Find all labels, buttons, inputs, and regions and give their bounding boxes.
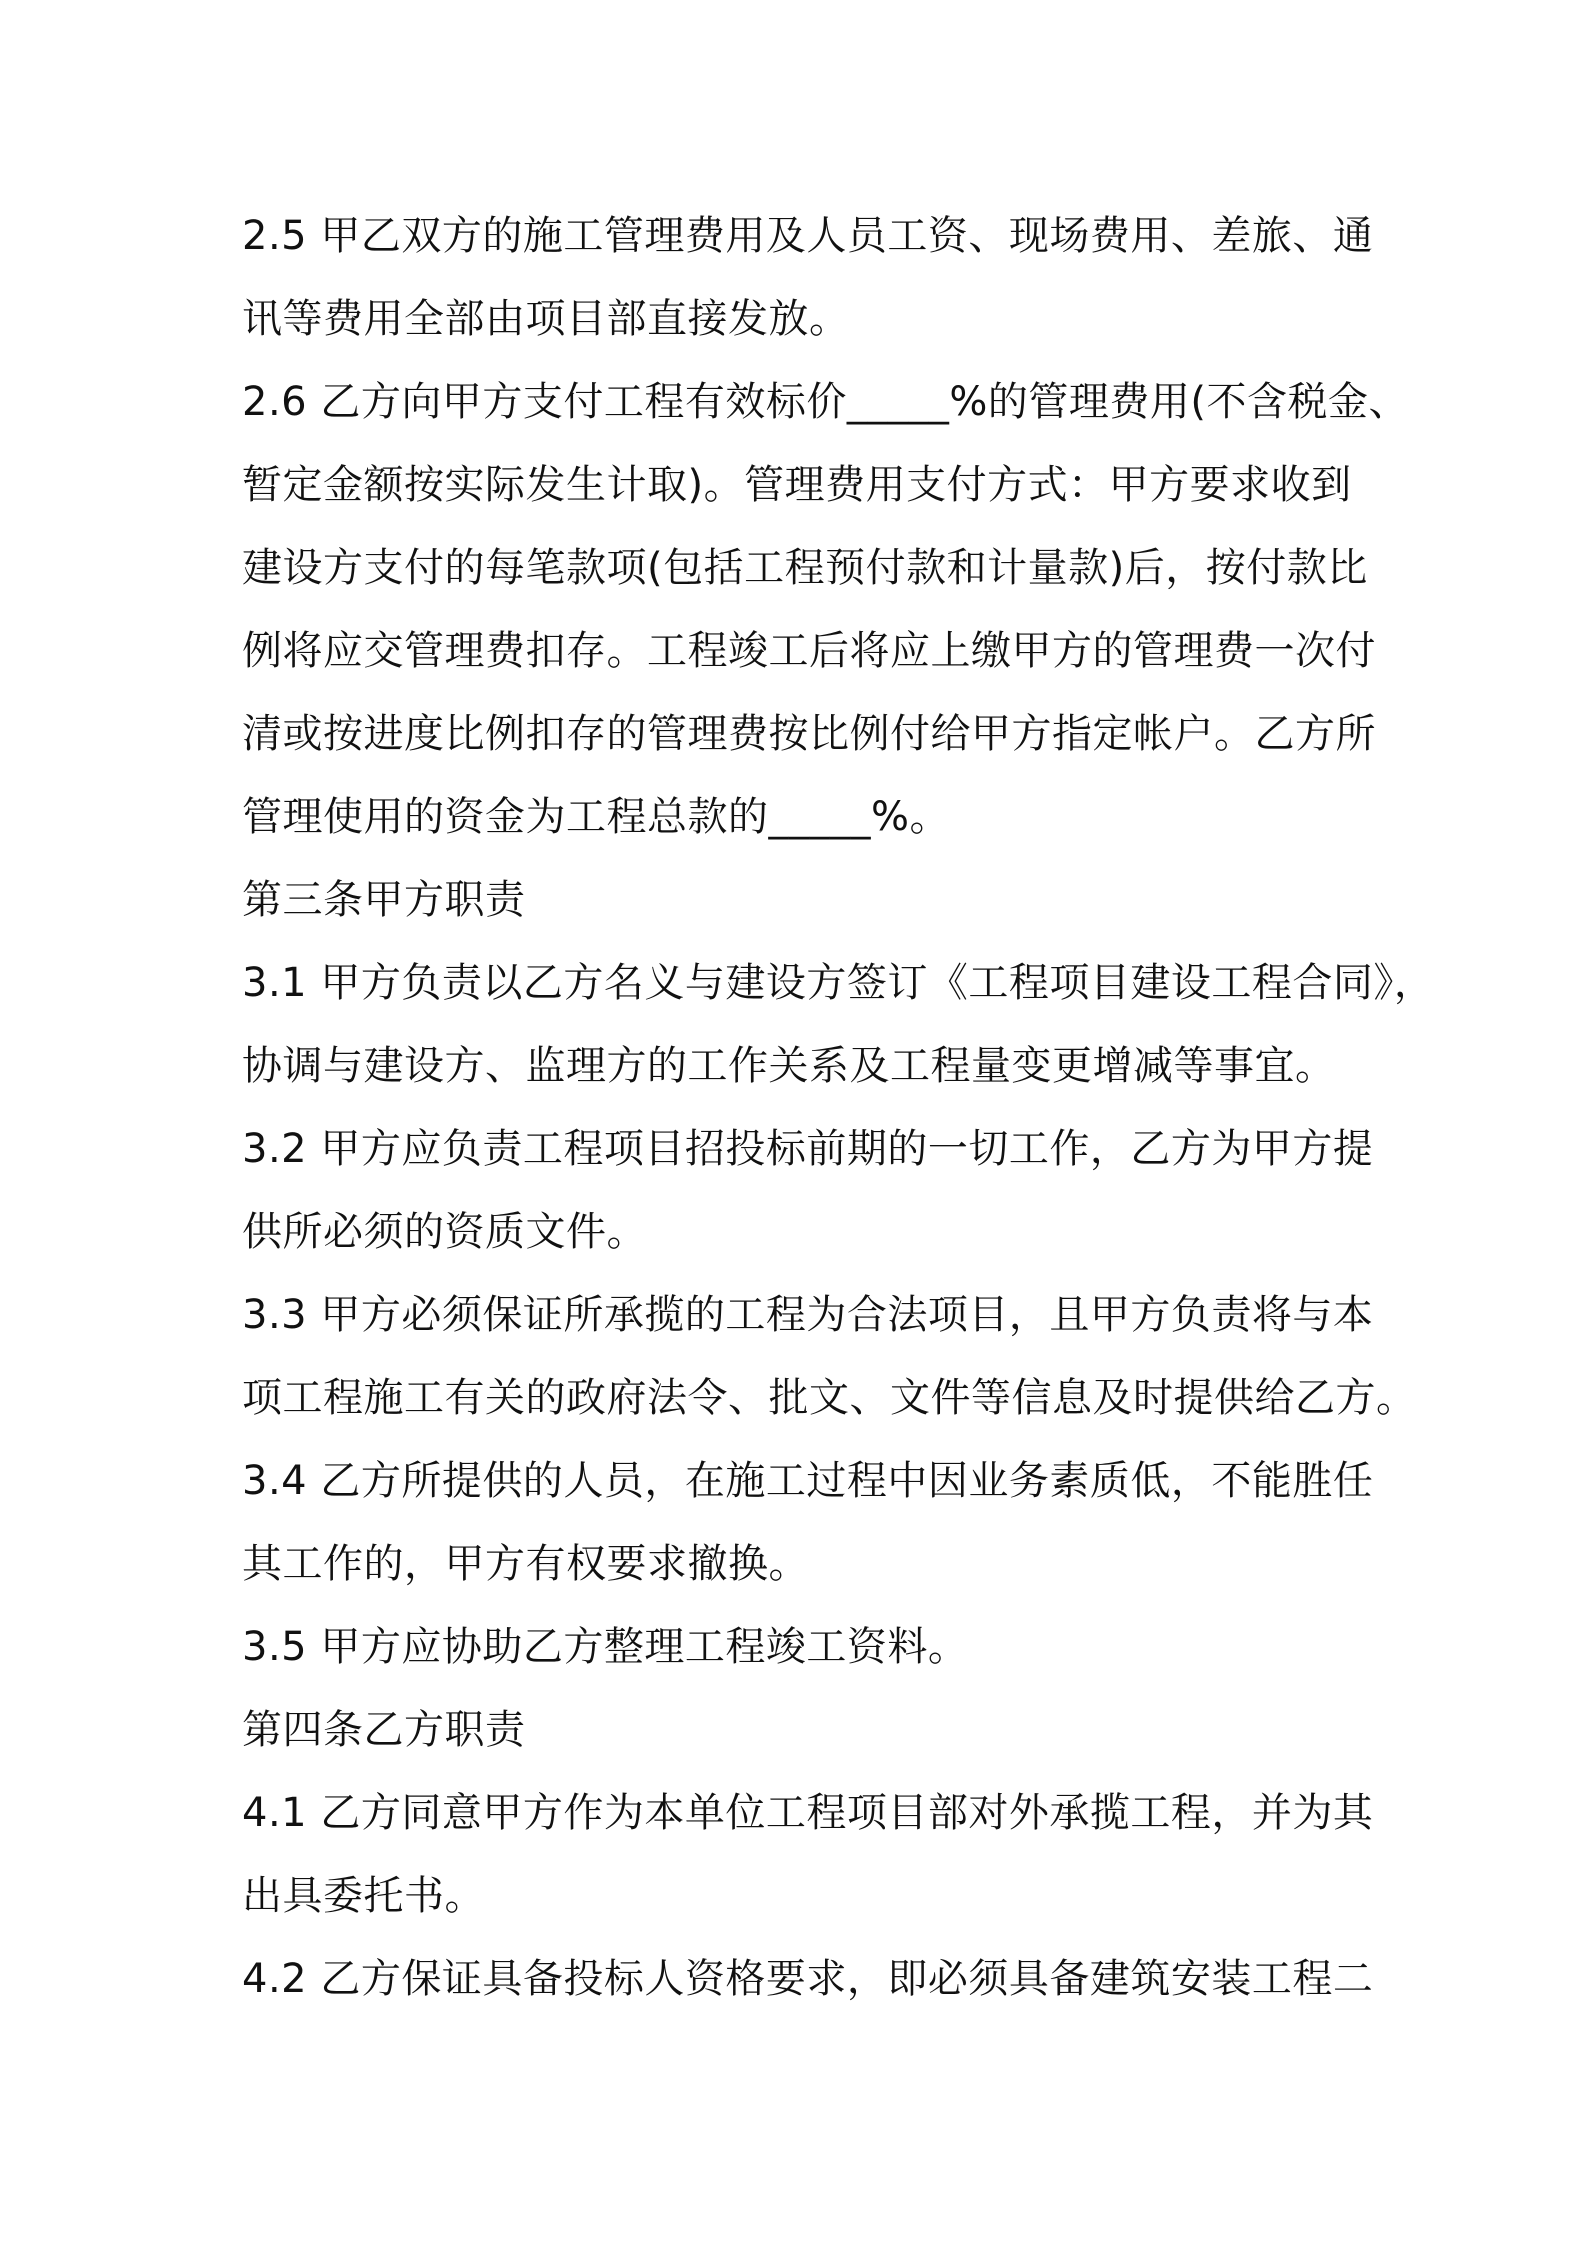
clause-3-5-line-1: 3.5 甲方应协助乙方整理工程竣工资料。 bbox=[242, 1624, 969, 1670]
clause-2-6-line-4: 例将应交管理费扣存。工程竣工后将应上缴甲方的管理费一次付 bbox=[242, 628, 1376, 674]
clause-2-6-line-6: 管理使用的资金为工程总款的_____%。 bbox=[242, 794, 951, 840]
clause-3-1-line-1: 3.1 甲方负责以乙方名义与建设方签订《工程项目建设工程合同》， bbox=[242, 960, 1435, 1006]
clause-3-2-line-2: 供所必须的资质文件。 bbox=[242, 1209, 647, 1255]
section-heading-article-3: 第三条甲方职责 bbox=[242, 877, 526, 923]
clause-3-3-line-2: 项工程施工有关的政府法令、批文、文件等信息及时提供给乙方。 bbox=[242, 1375, 1417, 1421]
clause-3-4-line-1: 3.4 乙方所提供的人员，在施工过程中因业务素质低，不能胜任 bbox=[242, 1458, 1374, 1504]
clause-2-6-line-1: 2.6 乙方向甲方支付工程有效标价_____%的管理费用(不含税金、 bbox=[242, 379, 1409, 425]
clause-4-1-line-2: 出具委托书。 bbox=[242, 1873, 485, 1919]
clause-3-4-line-2: 其工作的，甲方有权要求撤换。 bbox=[242, 1541, 809, 1587]
clause-2-6-line-5: 清或按进度比例扣存的管理费按比例付给甲方指定帐户。乙方所 bbox=[242, 711, 1376, 757]
clause-4-1-line-1: 4.1 乙方同意甲方作为本单位工程项目部对外承揽工程，并为其 bbox=[242, 1790, 1374, 1836]
clause-4-2-line-1: 4.2 乙方保证具备投标人资格要求，即必须具备建筑安装工程二 bbox=[242, 1956, 1374, 2002]
clause-3-3-line-1: 3.3 甲方必须保证所承揽的工程为合法项目，且甲方负责将与本 bbox=[242, 1292, 1374, 1338]
clause-2-5-line-2: 讯等费用全部由项目部直接发放。 bbox=[242, 296, 850, 342]
clause-2-5-line-1: 2.5 甲乙双方的施工管理费用及人员工资、现场费用、差旅、通 bbox=[242, 213, 1374, 259]
clause-3-1-line-2: 协调与建设方、监理方的工作关系及工程量变更增减等事宜。 bbox=[242, 1043, 1336, 1089]
section-heading-article-4: 第四条乙方职责 bbox=[242, 1707, 526, 1753]
clause-3-2-line-1: 3.2 甲方应负责工程项目招投标前期的一切工作，乙方为甲方提 bbox=[242, 1126, 1374, 1172]
document-body bbox=[242, 195, 1435, 2021]
clause-2-6-line-3: 建设方支付的每笔款项(包括工程预付款和计量款)后，按付款比 bbox=[242, 545, 1368, 591]
clause-2-6-line-2: 暂定金额按实际发生计取)。管理费用支付方式：甲方要求收到 bbox=[242, 462, 1352, 508]
